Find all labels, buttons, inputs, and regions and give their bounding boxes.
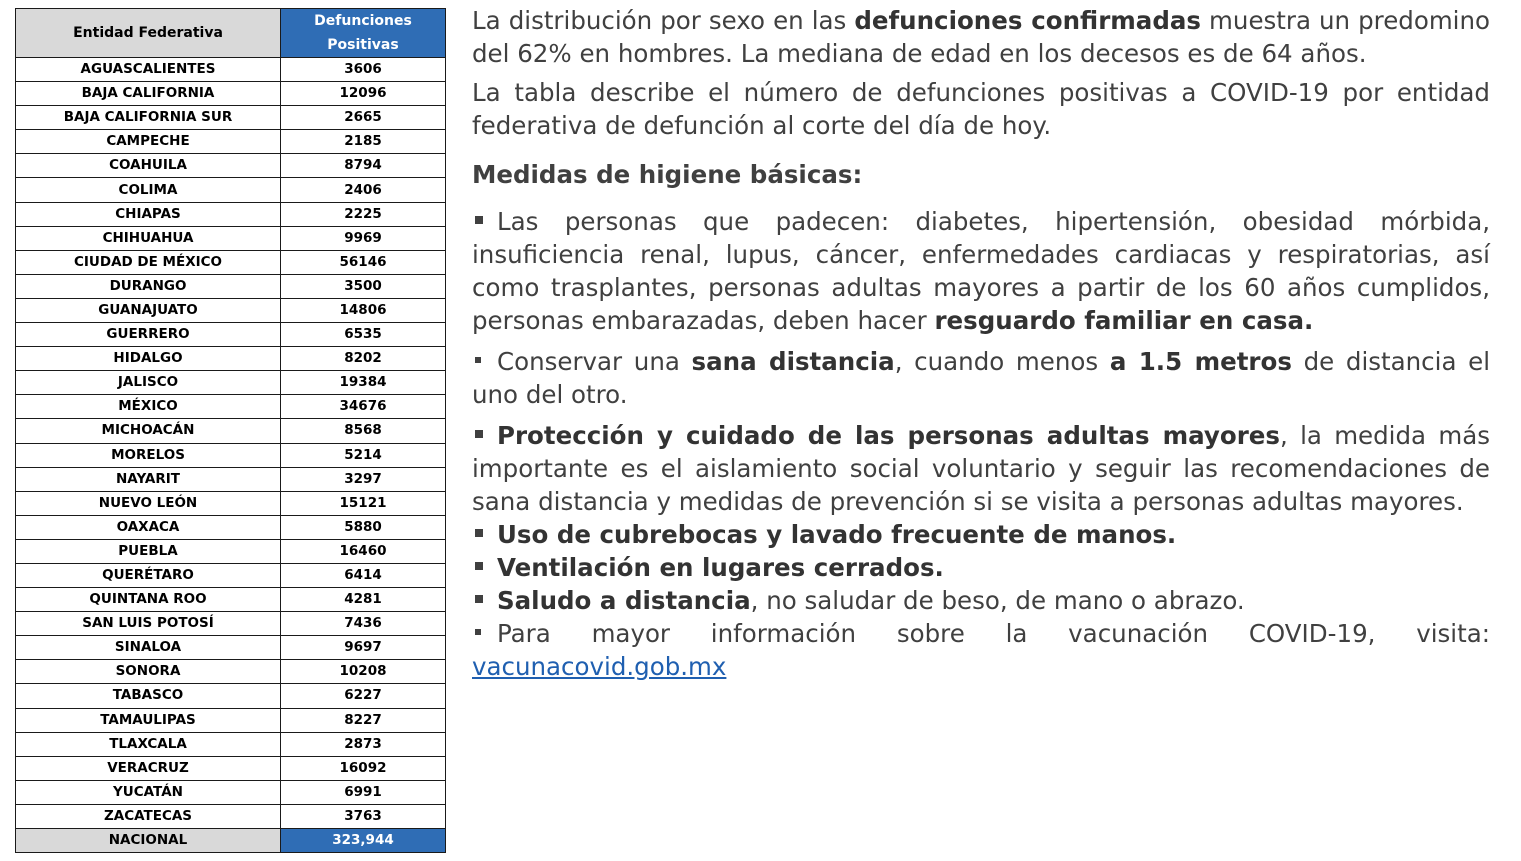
table-row [16,58,446,82]
table-row [16,130,446,154]
state-name-cell: SONORA [16,660,281,684]
table-row [16,467,446,491]
state-name-cell: TLAXCALA [16,732,281,756]
table-row [16,491,446,515]
bullet6-text: , no saludar de beso, de mano o abrazo. [750,586,1245,615]
bullet-older-adults [472,419,1490,518]
deaths-value-cell: 56146 [281,250,446,274]
table-row [16,178,446,202]
deaths-value-cell: 8794 [281,154,446,178]
deaths-column-header [281,9,446,58]
state-name-cell: CAMPECHE [16,130,281,154]
table-row [16,588,446,612]
deaths-value-cell: 5214 [281,443,446,467]
bullet-square-icon [475,595,483,603]
state-name-cell: CIUDAD DE MÉXICO [16,250,281,274]
bullet3-text: , la medida más importante es el aislamiento social voluntario y seguir las recomendaciones de sana distancia y medidas de prevención si se visita a personas adultas mayores. [472,421,1490,516]
bullet-vaccine-info [472,617,1490,650]
deaths-value-cell: 7436 [281,612,446,636]
table-row [16,515,446,539]
bullet-square-icon [475,216,483,224]
bullet5-bold: Ventilación en lugares cerrados. [497,553,944,582]
deaths-value-cell: 2873 [281,732,446,756]
state-name-cell: TAMAULIPAS [16,708,281,732]
deaths-value-cell: 34676 [281,395,446,419]
table-row [16,202,446,226]
total-label: NACIONAL [16,829,281,853]
deaths-value-cell: 2185 [281,130,446,154]
deaths-column-header-line2: Positivas [327,37,399,53]
table-row [16,419,446,443]
total-value: 323,944 [281,829,446,853]
table-row [16,371,446,395]
deaths-value-cell: 8568 [281,419,446,443]
state-name-cell: NAYARIT [16,467,281,491]
table-row [16,539,446,563]
table-row [16,756,446,780]
state-name-cell: NUEVO LEÓN [16,491,281,515]
state-name-cell: JALISCO [16,371,281,395]
table-header-row [16,9,446,58]
state-name-cell: HIDALGO [16,347,281,371]
table-row [16,660,446,684]
deaths-value-cell: 3606 [281,58,446,82]
state-name-cell: BAJA CALIFORNIA SUR [16,106,281,130]
deaths-value-cell: 16460 [281,539,446,563]
bullet2-text-e: de distancia el uno del otro. [472,347,1491,409]
bullet2-bold-1: sana distancia [691,347,895,376]
deaths-value-cell: 16092 [281,756,446,780]
vaccine-link[interactable]: vacunacovid.gob.mx [472,652,727,681]
table-row [16,708,446,732]
bullet-masks [472,518,1490,551]
bullet-square-icon [475,562,483,570]
state-name-cell: GUANAJUATO [16,298,281,322]
state-name-cell: COAHUILA [16,154,281,178]
bullet-square-icon [475,629,481,635]
state-name-cell: QUINTANA ROO [16,588,281,612]
bullet-square-icon [475,529,483,537]
table-row [16,443,446,467]
table-body [16,58,446,829]
bullet1-text: Las personas que padecen: diabetes, hipertensión, obesidad mórbida, insuficiencia renal, lupus, cáncer, enfermedades cardiacas y respiratorias, así como trasplantes, personas adultas mayores a partir de los 60 años cumplidos, personas embarazadas, deben hacer [472,207,1490,335]
table-row [16,780,446,804]
table-row [16,684,446,708]
deaths-value-cell: 3297 [281,467,446,491]
intro-paragraph [472,4,1490,70]
intro-text-c: muestra un predomino del 62% en hombres. La mediana de edad en los decesos es de 64 años. [472,6,1491,68]
state-name-cell: CHIAPAS [16,202,281,226]
bullet3-bold: Protección y cuidado de las personas adultas mayores [497,421,1280,450]
deaths-by-state-table [15,8,446,853]
text-column [472,4,1490,683]
table-row [16,106,446,130]
state-name-cell: SINALOA [16,636,281,660]
state-name-cell: VERACRUZ [16,756,281,780]
hygiene-heading: Medidas de higiene básicas: [472,160,863,189]
table-row [16,732,446,756]
table-row [16,563,446,587]
bullet2-text-c: , cuando menos [894,347,1110,376]
state-name-cell: COLIMA [16,178,281,202]
table-row [16,226,446,250]
deaths-value-cell: 8202 [281,347,446,371]
table-row [16,636,446,660]
deaths-value-cell: 9697 [281,636,446,660]
table-row [16,395,446,419]
deaths-value-cell: 6991 [281,780,446,804]
bullet-greeting [472,584,1490,617]
bullet2-text-a: Conservar una [497,347,692,376]
deaths-value-cell: 2225 [281,202,446,226]
table-row [16,612,446,636]
state-name-cell: MORELOS [16,443,281,467]
state-name-cell: MÉXICO [16,395,281,419]
deaths-value-cell: 6414 [281,563,446,587]
deaths-value-cell: 3763 [281,804,446,828]
table-row [16,347,446,371]
deaths-column-header-line1: Defunciones [314,13,412,29]
table-total-row [16,829,446,853]
state-name-cell: CHIHUAHUA [16,226,281,250]
deaths-value-cell: 3500 [281,274,446,298]
state-name-cell: TABASCO [16,684,281,708]
table-row [16,274,446,298]
bullet2-bold-2: a 1.5 metros [1109,347,1292,376]
vaccine-link-line [472,650,1490,683]
table-row [16,298,446,322]
table-row [16,82,446,106]
deaths-value-cell: 9969 [281,226,446,250]
state-name-cell: AGUASCALIENTES [16,58,281,82]
bullet4-bold: Uso de cubrebocas y lavado frecuente de manos. [497,520,1177,549]
bullet-vulnerable-groups [472,205,1490,337]
bullet-square-icon [475,430,483,438]
table-row [16,154,446,178]
table-row [16,804,446,828]
intro-text-bold: defunciones confirmadas [854,6,1201,35]
state-name-cell: DURANGO [16,274,281,298]
table-description: La tabla describe el número de defunciones positivas a COVID-19 por entidad federativa de defunción al corte del día de hoy. [472,78,1490,140]
state-name-cell: BAJA CALIFORNIA [16,82,281,106]
state-column-header: Entidad Federativa [16,9,281,58]
deaths-value-cell: 19384 [281,371,446,395]
bullet-square-icon [475,357,481,363]
deaths-value-cell: 10208 [281,660,446,684]
deaths-value-cell: 6227 [281,684,446,708]
bullet6-bold: Saludo a distancia [497,586,751,615]
table-row [16,250,446,274]
state-name-cell: MICHOACÁN [16,419,281,443]
state-name-cell: YUCATÁN [16,780,281,804]
deaths-value-cell: 8227 [281,708,446,732]
bullet-sana-distancia [472,345,1490,411]
state-name-cell: OAXACA [16,515,281,539]
state-name-cell: QUERÉTARO [16,563,281,587]
deaths-value-cell: 4281 [281,588,446,612]
state-name-cell: SAN LUIS POTOSÍ [16,612,281,636]
bullet-ventilation [472,551,1490,584]
state-name-cell: PUEBLA [16,539,281,563]
deaths-value-cell: 5880 [281,515,446,539]
deaths-value-cell: 12096 [281,82,446,106]
bullet1-bold: resguardo familiar en casa. [934,306,1314,335]
bullet7-text: Para mayor información sobre la vacunación COVID-19, visita: [497,619,1490,648]
state-name-cell: GUERRERO [16,323,281,347]
deaths-value-cell: 6535 [281,323,446,347]
deaths-value-cell: 2406 [281,178,446,202]
deaths-value-cell: 15121 [281,491,446,515]
state-name-cell: ZACATECAS [16,804,281,828]
table-row [16,323,446,347]
deaths-value-cell: 14806 [281,298,446,322]
intro-text-a: La distribución por sexo en las [472,6,855,35]
deaths-value-cell: 2665 [281,106,446,130]
